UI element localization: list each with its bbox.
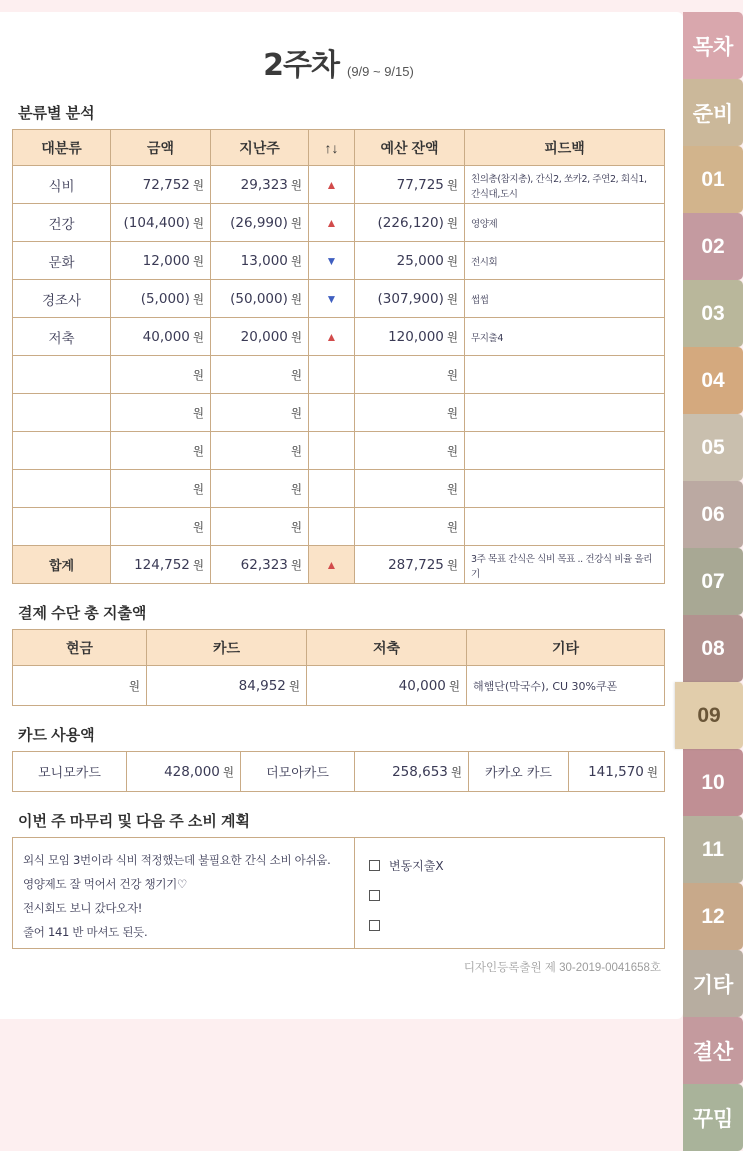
cell-trend[interactable] <box>309 432 355 470</box>
cell-amount[interactable]: 원 <box>111 394 211 432</box>
tab-목차[interactable]: 목차 <box>683 12 743 79</box>
tab-09[interactable]: 09 <box>675 682 743 749</box>
cell-trend[interactable] <box>309 470 355 508</box>
cell-category-name[interactable]: 식비 <box>13 166 111 204</box>
cell-trend[interactable] <box>309 204 355 242</box>
card-usage-row <box>13 752 665 792</box>
cell-amount[interactable]: 40,000 원 <box>111 318 211 356</box>
tab-02[interactable]: 02 <box>683 213 743 280</box>
trend-up-icon: ▲ <box>325 216 338 230</box>
cell-card-amount[interactable]: 258,653 원 <box>355 752 469 792</box>
table-total-row <box>13 546 665 584</box>
cell-amount[interactable]: 72,752 원 <box>111 166 211 204</box>
cell-budget-left[interactable]: 원 <box>355 394 465 432</box>
memo-checklist-box[interactable] <box>355 837 665 949</box>
cell-total-budget[interactable]: 287,725 원 <box>355 546 465 584</box>
memo-text-box[interactable] <box>12 837 355 949</box>
tab-10[interactable]: 10 <box>683 749 743 816</box>
cell-total-trend <box>309 546 355 584</box>
date-range: (9/9 ~ 9/15) <box>346 64 414 79</box>
cell-budget-left[interactable]: 120,000 원 <box>355 318 465 356</box>
category-analysis-table <box>12 129 665 584</box>
cell-budget-left[interactable]: 원 <box>355 356 465 394</box>
cell-budget-left[interactable]: 원 <box>355 470 465 508</box>
table-row <box>13 432 665 470</box>
checkbox-icon[interactable] <box>369 890 380 901</box>
side-tab-strip <box>683 12 743 1151</box>
cell-category-name[interactable] <box>13 356 111 394</box>
col-amount: 금액 <box>111 130 211 166</box>
memo-line: 줄어 141 반 마셔도 된듯. <box>23 925 148 939</box>
tab-꾸밈[interactable]: 꾸밈 <box>683 1084 743 1151</box>
cell-category-name[interactable]: 건강 <box>13 204 111 242</box>
cell-card-name[interactable]: 모니모카드 <box>13 752 127 792</box>
cell-lastweek[interactable]: 13,000 원 <box>211 242 309 280</box>
trend-down-icon: ▼ <box>325 292 338 306</box>
cell-feedback[interactable] <box>465 508 665 546</box>
cell-lastweek[interactable]: 원 <box>211 508 309 546</box>
section-title-memo: 이번 주 마무리 및 다음 주 소비 계획 <box>18 813 251 830</box>
cell-total-feedback[interactable]: 3주 목표 간식은 식비 목표 .. 건강식 비율 올리기 <box>465 546 665 584</box>
cell-budget-left[interactable]: (307,900) 원 <box>355 280 465 318</box>
cell-cash[interactable]: 원 <box>13 666 147 706</box>
tab-05[interactable]: 05 <box>683 414 743 481</box>
col-card: 카드 <box>147 630 307 666</box>
table-row <box>13 166 665 204</box>
checkbox-icon[interactable] <box>369 920 380 931</box>
cell-feedback[interactable]: 전시회 <box>465 242 665 280</box>
cell-category-name[interactable] <box>13 432 111 470</box>
cell-feedback[interactable] <box>465 394 665 432</box>
table-row <box>13 242 665 280</box>
cell-card-name[interactable]: 카카오 카드 <box>469 752 569 792</box>
cell-lastweek[interactable]: 20,000 원 <box>211 318 309 356</box>
col-budget-left: 예산 잔액 <box>355 130 465 166</box>
cell-budget-left[interactable]: (226,120) 원 <box>355 204 465 242</box>
section-title-card: 카드 사용액 <box>18 727 95 744</box>
cell-trend[interactable] <box>309 508 355 546</box>
payment-header-row <box>13 630 665 666</box>
cell-card-name[interactable]: 더모아카드 <box>241 752 355 792</box>
cell-trend[interactable] <box>309 356 355 394</box>
tab-준비[interactable]: 준비 <box>683 79 743 146</box>
page-content <box>12 12 665 1019</box>
planner-page <box>0 12 683 1019</box>
cell-lastweek[interactable]: 원 <box>211 470 309 508</box>
table-row <box>13 356 665 394</box>
tab-06[interactable]: 06 <box>683 481 743 548</box>
tab-01[interactable]: 01 <box>683 146 743 213</box>
cell-lastweek[interactable]: (26,990) 원 <box>211 204 309 242</box>
cell-lastweek[interactable]: 원 <box>211 356 309 394</box>
tab-03[interactable]: 03 <box>683 280 743 347</box>
cell-card-amount[interactable]: 141,570 원 <box>569 752 665 792</box>
cell-lastweek[interactable]: 29,323 원 <box>211 166 309 204</box>
cell-feedback[interactable]: 영양제 <box>465 204 665 242</box>
cell-amount[interactable]: 원 <box>111 356 211 394</box>
col-cash: 현금 <box>13 630 147 666</box>
table-row <box>13 508 665 546</box>
cell-category-name[interactable]: 문화 <box>13 242 111 280</box>
memo-line: 외식 모임 3번이라 식비 적정했는데 불필요한 간식 소비 아쉬움. <box>23 853 331 867</box>
cell-feedback[interactable] <box>465 470 665 508</box>
cell-budget-left[interactable]: 77,725 원 <box>355 166 465 204</box>
cell-category-name[interactable]: 저축 <box>13 318 111 356</box>
cell-trend[interactable] <box>309 394 355 432</box>
cell-card-amount[interactable]: 428,000 원 <box>127 752 241 792</box>
cell-feedback[interactable]: 무지출4 <box>465 318 665 356</box>
col-trend: ↑↓ <box>309 130 355 166</box>
cell-trend[interactable] <box>309 242 355 280</box>
cell-trend[interactable] <box>309 166 355 204</box>
cell-card[interactable]: 84,952 원 <box>147 666 307 706</box>
col-saving: 저축 <box>307 630 467 666</box>
cell-amount[interactable]: (5,000) 원 <box>111 280 211 318</box>
cell-category-name[interactable] <box>13 394 111 432</box>
cell-total-amount[interactable]: 124,752 원 <box>111 546 211 584</box>
cell-lastweek[interactable]: 원 <box>211 432 309 470</box>
cell-feedback[interactable] <box>465 432 665 470</box>
tab-결산[interactable]: 결산 <box>683 1017 743 1084</box>
payment-value-row <box>13 666 665 706</box>
table-row <box>13 318 665 356</box>
table-row <box>13 394 665 432</box>
page-title: 2주차 <box>263 48 339 83</box>
footer-registration-text: 디자인등록출원 제 30-2019-0041658호 <box>463 962 661 974</box>
tab-기타[interactable]: 기타 <box>683 950 743 1017</box>
cell-feedback[interactable]: 썹썹 <box>465 280 665 318</box>
cell-lastweek[interactable]: (50,000) 원 <box>211 280 309 318</box>
checklist-item[interactable] <box>369 910 664 940</box>
checkbox-icon[interactable] <box>369 860 380 871</box>
cell-amount[interactable]: 원 <box>111 508 211 546</box>
cell-total-lastweek[interactable]: 62,323 원 <box>211 546 309 584</box>
cell-feedback[interactable] <box>465 356 665 394</box>
checklist-item[interactable] <box>369 850 664 880</box>
card-usage-table <box>12 751 665 792</box>
cell-saving[interactable]: 40,000 원 <box>307 666 467 706</box>
cell-lastweek[interactable]: 원 <box>211 394 309 432</box>
cell-category-name[interactable] <box>13 508 111 546</box>
section-title-payment: 결제 수단 총 지출액 <box>18 605 147 622</box>
tab-07[interactable]: 07 <box>683 548 743 615</box>
table-row <box>13 204 665 242</box>
trend-up-icon: ▲ <box>325 558 338 572</box>
col-lastweek: 지난주 <box>211 130 309 166</box>
tab-11[interactable]: 11 <box>683 816 743 883</box>
cell-feedback[interactable]: 친의총(참지총), 간식2, 쏘카2, 주연2, 회식1, 간식대,도시 <box>465 166 665 204</box>
cell-total-label: 합계 <box>13 546 111 584</box>
cell-etc[interactable]: 해햄단(막국수), CU 30%쿠폰 <box>467 666 665 706</box>
cell-budget-left[interactable]: 원 <box>355 432 465 470</box>
cell-amount[interactable]: (104,400) 원 <box>111 204 211 242</box>
cell-category-name[interactable] <box>13 470 111 508</box>
memo-line: 전시회도 보니 갔다오자! <box>23 901 143 915</box>
memo-line: 영양제도 잘 먹어서 건강 챙기기♡ <box>23 877 187 891</box>
col-category: 대분류 <box>13 130 111 166</box>
table-row <box>13 280 665 318</box>
col-feedback: 피드백 <box>465 130 665 166</box>
cell-amount[interactable]: 12,000 원 <box>111 242 211 280</box>
cell-category-name[interactable]: 경조사 <box>13 280 111 318</box>
tab-04[interactable]: 04 <box>683 347 743 414</box>
checklist-item[interactable] <box>369 880 664 910</box>
table-header-row <box>13 130 665 166</box>
table-row <box>13 470 665 508</box>
trend-up-icon: ▲ <box>325 330 338 344</box>
checklist-label: 변동지출X <box>389 858 444 873</box>
trend-up-icon: ▲ <box>325 178 338 192</box>
cell-budget-left[interactable]: 25,000 원 <box>355 242 465 280</box>
col-etc: 기타 <box>467 630 665 666</box>
cell-trend[interactable] <box>309 280 355 318</box>
tab-12[interactable]: 12 <box>683 883 743 950</box>
trend-down-icon: ▼ <box>325 254 338 268</box>
cell-amount[interactable]: 원 <box>111 432 211 470</box>
cell-budget-left[interactable]: 원 <box>355 508 465 546</box>
cell-trend[interactable] <box>309 318 355 356</box>
page-header <box>12 12 665 84</box>
section-title-category: 분류별 분석 <box>18 105 95 122</box>
tab-08[interactable]: 08 <box>683 615 743 682</box>
cell-amount[interactable]: 원 <box>111 470 211 508</box>
payment-total-table <box>12 629 665 706</box>
memo-area <box>12 837 665 949</box>
